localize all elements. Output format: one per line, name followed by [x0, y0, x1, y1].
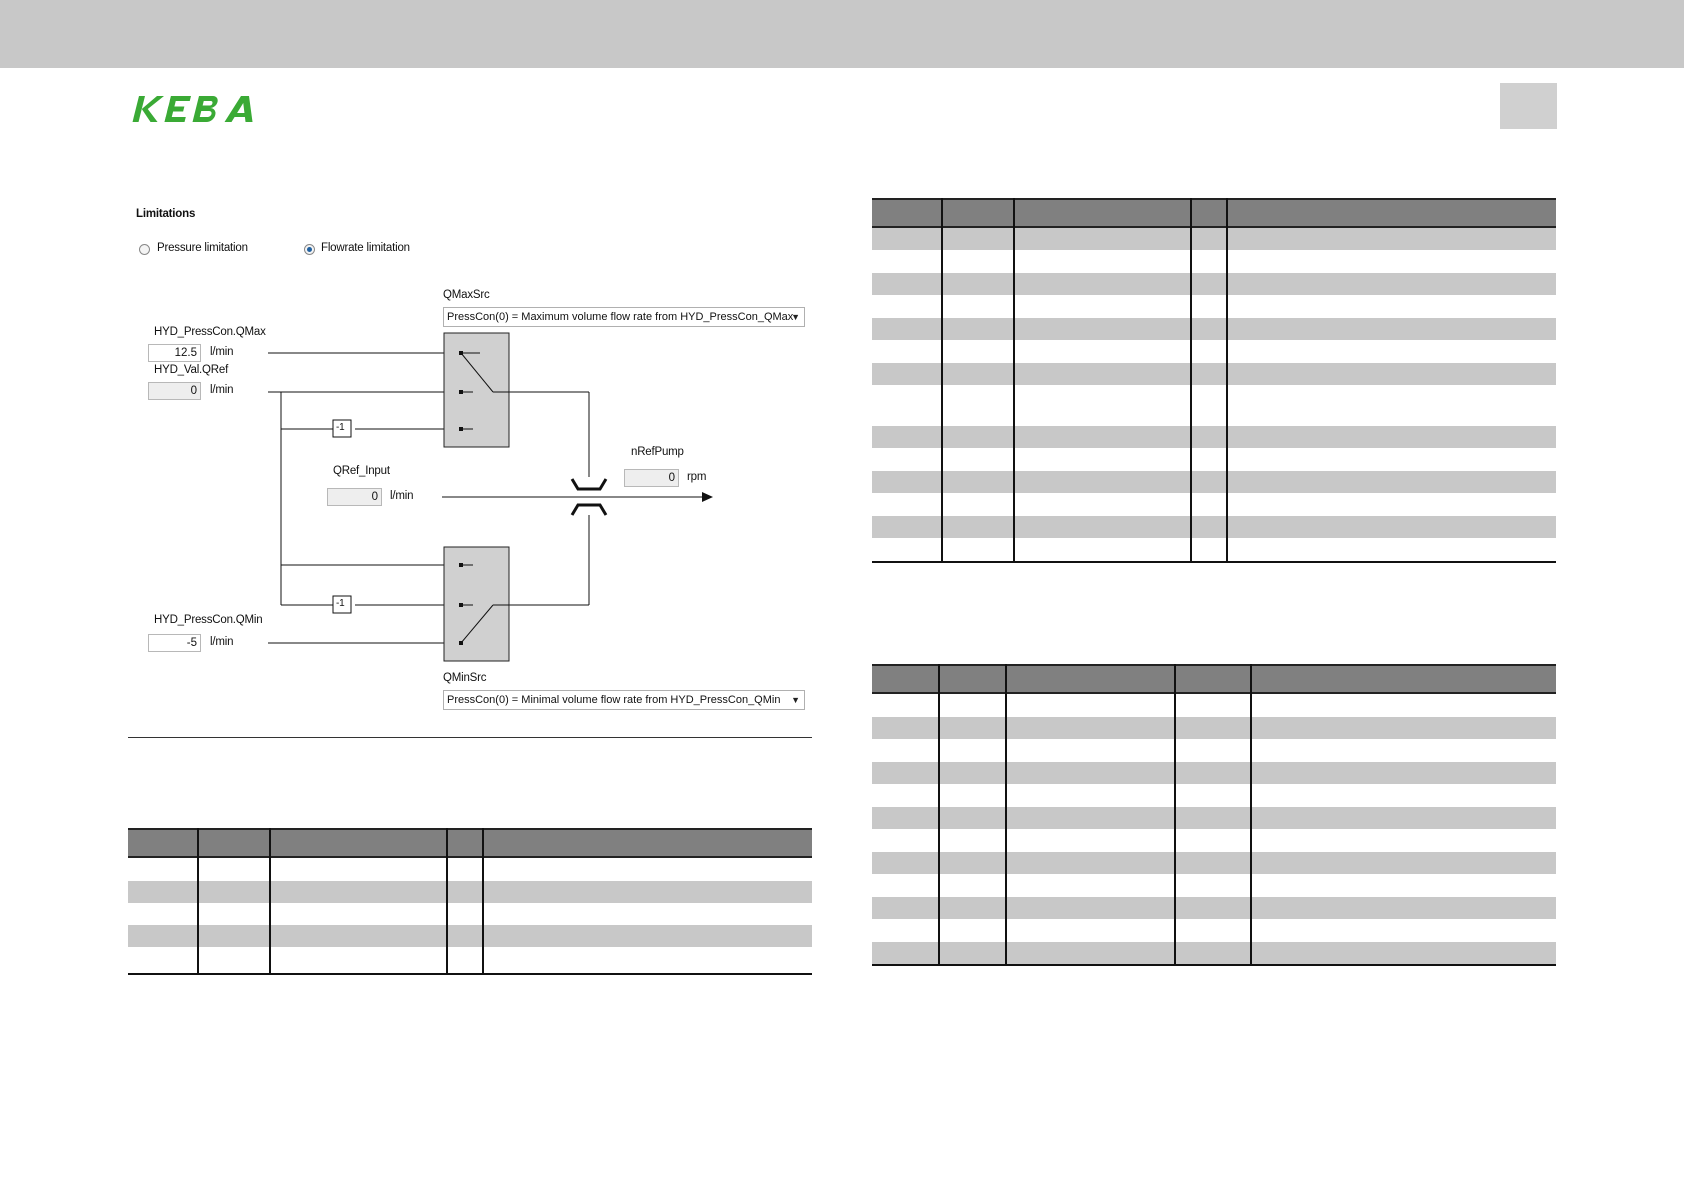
- table-row: [872, 448, 1556, 471]
- qmax-unit: l/min: [210, 346, 234, 358]
- table-row: [872, 363, 1556, 385]
- nrefpump-unit: rpm: [687, 471, 707, 483]
- column-divider: [1226, 198, 1228, 562]
- table-row: [872, 897, 1556, 919]
- pressure-limitation-label: Pressure limitation: [157, 242, 248, 254]
- nrefpump-field: 0: [624, 469, 679, 487]
- table-row: [872, 739, 1556, 762]
- table-row: [872, 829, 1556, 852]
- table-row: [872, 784, 1556, 807]
- table-row: [872, 273, 1556, 295]
- table-row: [872, 295, 1556, 318]
- table-row: [872, 919, 1556, 942]
- column-divider: [941, 198, 943, 562]
- flow-diagram: [128, 196, 814, 736]
- qref-label: HYD_Val.QRef: [154, 364, 229, 376]
- qminsrc-value: PressCon(0) = Minimal volume flow rate from HYD_PressCon_QMin: [447, 694, 781, 706]
- qmin-input[interactable]: -5: [148, 634, 201, 652]
- table-row: [872, 852, 1556, 874]
- table-row: [872, 874, 1556, 897]
- qref-input-field: 0: [327, 488, 382, 506]
- table-row: [872, 385, 1556, 426]
- table-bottom-right: [872, 664, 1556, 969]
- limitations-panel: [128, 196, 814, 736]
- table-row: [872, 538, 1556, 561]
- table-bottom-border: [872, 964, 1556, 966]
- table-row: [872, 717, 1556, 739]
- limitations-title: Limitations: [136, 208, 196, 220]
- qref-input-unit: l/min: [390, 490, 414, 502]
- table-header: [872, 664, 1556, 694]
- qref-unit: l/min: [210, 384, 234, 396]
- negate-bottom-label: -1: [336, 598, 345, 609]
- flowrate-limitation-label: Flowrate limitation: [321, 242, 410, 254]
- table-row: [872, 942, 1556, 964]
- table-row: [872, 426, 1556, 448]
- table-header: [128, 828, 812, 858]
- table-row: [128, 925, 812, 947]
- radio-selected-dot: [307, 247, 312, 252]
- chevron-down-icon: ▼: [791, 695, 800, 705]
- table-row: [128, 947, 812, 971]
- qmax-label: HYD_PressCon.QMax: [154, 326, 266, 338]
- table-header: [872, 198, 1556, 228]
- column-divider: [446, 828, 448, 973]
- table-top-right: [872, 198, 1556, 564]
- table-row: [872, 493, 1556, 516]
- qmaxsrc-dropdown[interactable]: [443, 307, 805, 327]
- table-row: [872, 340, 1556, 363]
- qref-field: 0: [148, 382, 201, 400]
- column-divider: [1174, 664, 1176, 966]
- pressure-limitation-radio[interactable]: [139, 244, 150, 255]
- column-divider: [1190, 198, 1192, 562]
- limiter-upper: [572, 479, 606, 489]
- qmaxsrc-label: QMaxSrc: [443, 289, 490, 301]
- limiter-lower: [572, 505, 606, 515]
- negate-top-label: -1: [336, 422, 345, 433]
- chevron-down-icon: ▼: [791, 312, 800, 322]
- column-divider: [269, 828, 271, 973]
- table-bottom-left: [128, 828, 812, 975]
- flowrate-limitation-radio[interactable]: [304, 244, 315, 255]
- table-row: [872, 318, 1556, 340]
- section-divider: [128, 737, 812, 738]
- table-row: [872, 762, 1556, 784]
- qminsrc-dropdown[interactable]: [443, 690, 805, 710]
- table-row: [128, 881, 812, 903]
- table-row: [128, 858, 812, 881]
- column-divider: [482, 828, 484, 973]
- table-row: [872, 228, 1556, 250]
- qmaxsrc-value: PressCon(0) = Maximum volume flow rate from HYD_PressCon_QMax: [447, 311, 794, 323]
- page-number-box: [1500, 83, 1557, 129]
- column-divider: [197, 828, 199, 973]
- qmin-label: HYD_PressCon.QMin: [154, 614, 263, 626]
- qmin-switch-block: [444, 547, 509, 661]
- table-row: [128, 903, 812, 925]
- qref-input-label: QRef_Input: [333, 465, 390, 477]
- qminsrc-label: QMinSrc: [443, 672, 487, 684]
- keba-logo: [128, 92, 268, 126]
- qmax-input[interactable]: 12.5: [148, 344, 201, 362]
- table-bottom-border: [128, 973, 812, 975]
- column-divider: [1250, 664, 1252, 966]
- column-divider: [938, 664, 940, 966]
- column-divider: [1013, 198, 1015, 562]
- table-row: [872, 516, 1556, 538]
- table-row: [872, 250, 1556, 273]
- top-bar: [0, 0, 1684, 68]
- qmin-unit: l/min: [210, 636, 234, 648]
- table-bottom-border: [872, 561, 1556, 563]
- column-divider: [1005, 664, 1007, 966]
- qmax-switch-block: [444, 333, 509, 447]
- nrefpump-label: nRefPump: [631, 446, 684, 458]
- table-row: [872, 471, 1556, 493]
- table-row: [872, 807, 1556, 829]
- table-row: [872, 694, 1556, 717]
